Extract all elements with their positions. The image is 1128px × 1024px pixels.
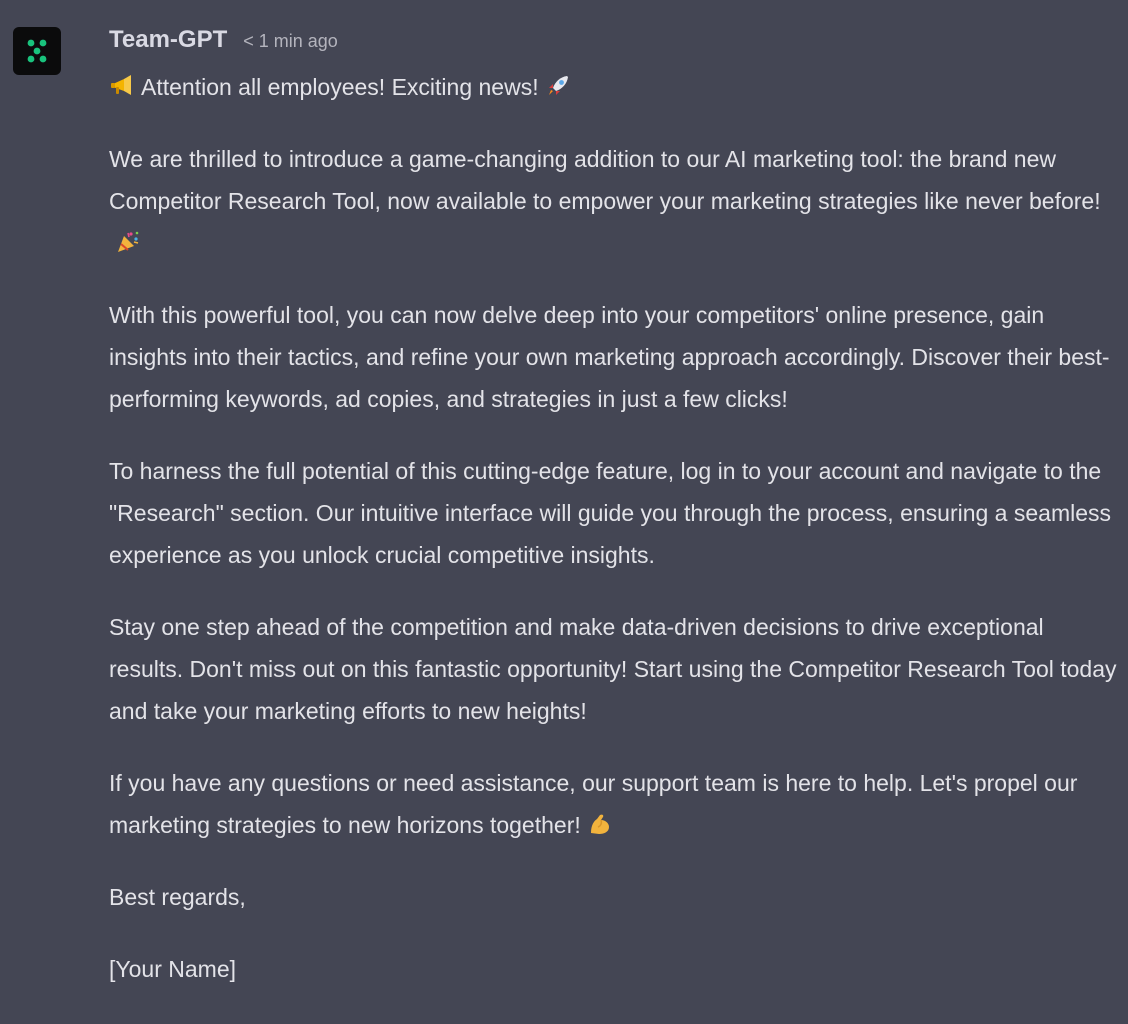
message-paragraph: [Your Name]	[109, 956, 236, 982]
message-paragraph: With this powerful tool, you can now delve deep into your competitors' online presence, gain insights into their tactics, and refine your own marketing approach accordingly. Discover their best-performing keywords, ad copies, and strategies in just a few clicks!	[109, 302, 1110, 412]
message-timestamp: < 1 min ago	[243, 31, 338, 51]
message-paragraph: Best regards,	[109, 884, 246, 910]
avatar	[13, 27, 61, 75]
message-paragraph: To harness the full potential of this cutting-edge feature, log in to your account and navigate to the "Research" section. Our intuitive interface will guide you through the process, ensuring a seamless experience as you unlock crucial competitive insights.	[109, 458, 1112, 568]
message-body	[109, 66, 1119, 990]
party-popper-icon	[115, 229, 141, 255]
megaphone-icon	[109, 73, 135, 99]
message-content	[109, 20, 1119, 1020]
flexed-biceps-icon	[587, 811, 613, 837]
team-gpt-logo-icon	[13, 27, 61, 75]
paragraph-text: Attention all employees! Exciting news!	[141, 74, 539, 100]
message-paragraph	[109, 762, 1119, 846]
paragraph-text: If you have any questions or need assistance, our support team is here to help. Let's propel our marketing strategies to new horizons together!	[109, 770, 1078, 838]
author-name: Team-GPT	[109, 26, 228, 53]
message-header	[109, 20, 1119, 60]
paragraph-text: We are thrilled to introduce a game-changing addition to our AI marketing tool: the brand new Competitor Research Tool, now available to empower your marketing strategies like never before!	[109, 146, 1101, 214]
message-paragraph	[109, 66, 1119, 108]
rocket-icon	[545, 73, 571, 99]
message-paragraph	[109, 138, 1119, 264]
message-paragraph: Stay one step ahead of the competition and make data-driven decisions to drive exceptional results. Don't miss out on this fantastic opportunity! Start using the Competitor Research Tool today and take your marketing efforts to new heights!	[109, 614, 1117, 724]
